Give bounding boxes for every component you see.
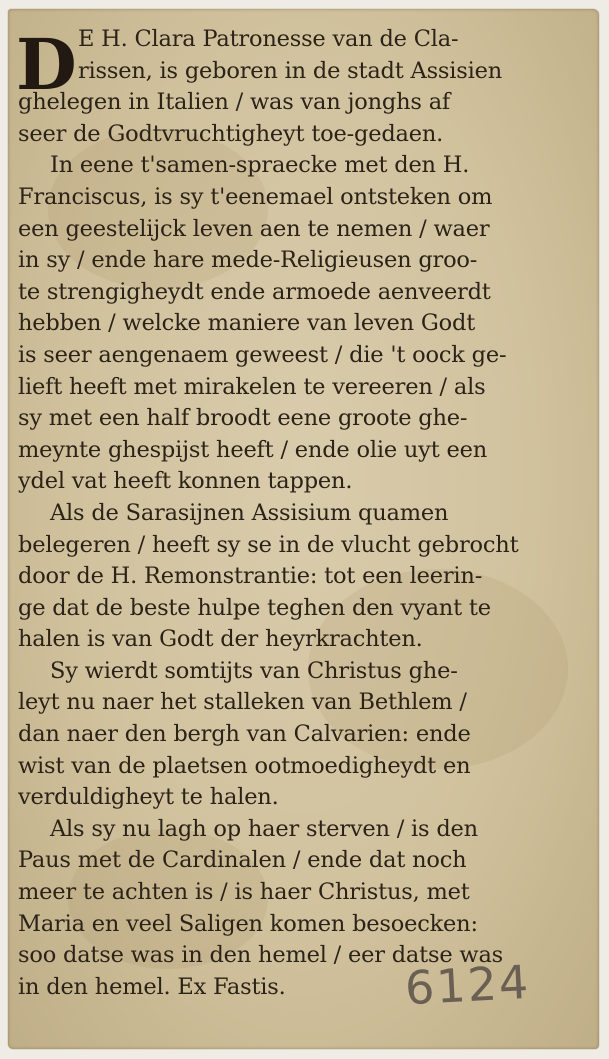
text-line: te strengigheydt ende armoede aenveerdt: [18, 278, 491, 305]
text-line: hebben / welcke maniere van leven Godt: [18, 310, 476, 337]
handwritten-number: 6124: [403, 954, 532, 1016]
text-line: in sy / ende hare mede-Religieusen groo-: [18, 247, 478, 274]
drop-cap: D: [16, 23, 77, 106]
text-line: E H. Clara Patronesse van de Cla-: [78, 26, 459, 52]
text-line: ge dat de beste hulpe teghen den vyant te: [18, 594, 491, 621]
text-line: rissen, is geboren in de stadt Assisien: [78, 57, 503, 84]
text-line: Als sy nu lagh op haer sterven / is den: [50, 815, 478, 842]
text-line: verduldigheyt te halen.: [18, 784, 279, 811]
text-line: meer te achten is / is haer Christus, met: [18, 879, 470, 906]
text-line: In eene t'samen-spraecke met den H.: [50, 152, 470, 179]
text-line: leyt nu naer het stalleken van Bethlem /: [18, 689, 467, 716]
text-line: sy met een half broodt eene groote ghe-: [18, 405, 468, 432]
text-line: dan naer den bergh van Calvarien: ende: [18, 721, 471, 748]
text-line: belegeren / heeft sy se in de vlucht gebrocht: [18, 531, 519, 558]
text-line: Maria en veel Saligen komen besoecken:: [18, 910, 478, 937]
text-line: soo datse was in den hemel / eer datse was: [18, 942, 504, 969]
document-text: [18, 24, 588, 1003]
text-line: een geestelijck leven aen te nemen / waer: [18, 215, 490, 242]
text-line: Paus met de Cardinalen / ende dat noch: [18, 847, 467, 874]
text-line: ghelegen in Italien / was van jonghs af: [18, 89, 451, 116]
text-line: door de H. Remonstrantie: tot een leerin-: [18, 563, 483, 590]
text-line: ydel vat heeft konnen tappen.: [18, 468, 353, 495]
text-line: lieft heeft met mirakelen te vereeren / als: [18, 373, 486, 400]
text-line: meynte ghespijst heeft / ende olie uyt een: [18, 436, 488, 463]
text-line: Als de Sarasijnen Assisium quamen: [50, 499, 449, 526]
text-line: seer de Godtvruchtigheyt toe-gedaen.: [18, 120, 444, 147]
text-line: Sy wierdt somtijts van Christus ghe-: [50, 657, 458, 684]
text-line: Franciscus, is sy t'eenemael ontsteken om: [18, 183, 493, 210]
text-line: is seer aengenaem geweest / die 't oock ge-: [18, 341, 507, 368]
text-line: wist van de plaetsen ootmoedigheydt en: [18, 752, 471, 779]
text-line: halen is van Godt der heyrkrachten.: [18, 626, 423, 653]
text-line: in den hemel. Ex Fastis.: [18, 973, 286, 1000]
